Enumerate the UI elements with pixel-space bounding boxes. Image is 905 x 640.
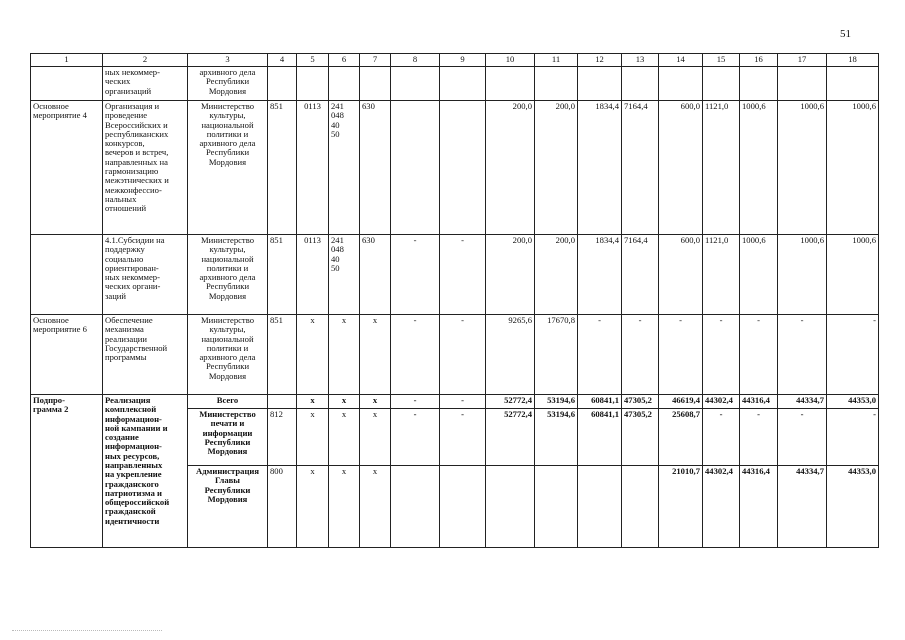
table-cell [31,235,103,315]
budget-table [30,53,879,548]
table-cell: Администрация Главы Республики Мордовия [188,466,268,548]
table-cell: Основное мероприятие 4 [31,101,103,235]
table-cell: 44353,0 [827,395,879,409]
table-cell: 630 [360,101,391,235]
table-cell [486,466,535,548]
scan-artifact [12,630,162,633]
table-cell: - [440,395,486,409]
table-cell: 52772,4 [486,409,535,466]
column-header: 11 [535,54,578,67]
table-cell: 21010,7 [659,466,703,548]
table-cell: Подпро- грамма 2 [31,395,103,548]
table-cell [659,67,703,101]
table-row [31,395,879,409]
table-cell: - [391,395,440,409]
table-cell [391,466,440,548]
column-header: 17 [778,54,827,67]
table-cell: 200,0 [535,101,578,235]
table-cell: 60841,1 [578,409,622,466]
table-cell [440,466,486,548]
table-cell: x [329,466,360,548]
table-cell [778,67,827,101]
table-cell [535,67,578,101]
table-cell: Министерство культуры, национальной политики и архивного дела Республики Мордовия [188,235,268,315]
table-cell: 241 048 40 50 [329,235,360,315]
table-cell: Организация и проведение Всероссийских и республиканских конкурсов, вечеров и встреч, направленных на гармонизацию межэтнических и межконфессио- нальных отношений [103,101,188,235]
table-cell [827,67,879,101]
table-cell: 851 [268,235,297,315]
table-cell: 0113 [297,101,329,235]
table-cell: x [297,395,329,409]
table-cell: x [297,409,329,466]
table-cell: Министерство печати и информации Республики Мордовия [188,409,268,466]
table-cell: x [329,395,360,409]
table-cell: 1000,6 [778,235,827,315]
table-cell: 630 [360,235,391,315]
table-cell: - [391,409,440,466]
table-cell: 53194,6 [535,409,578,466]
column-header: 18 [827,54,879,67]
column-header: 16 [740,54,778,67]
table-cell [440,67,486,101]
table-cell: 200,0 [486,101,535,235]
table-cell: 600,0 [659,235,703,315]
page-number: 51 [840,28,851,40]
table-cell: 200,0 [535,235,578,315]
table-cell: 7164,4 [622,235,659,315]
column-header: 7 [360,54,391,67]
column-header: 10 [486,54,535,67]
table-row [31,235,879,315]
table-cell: 4.1.Субсидии на поддержку социально ориентирован- ных некоммер- ческих органи- заций [103,235,188,315]
table-cell [703,67,740,101]
table-cell: 46619,4 [659,395,703,409]
table-cell: Обеспечение механизма реализации Государственной программы [103,315,188,395]
table-cell: - [703,315,740,395]
column-header: 5 [297,54,329,67]
table-cell: 1121,0 [703,235,740,315]
table-cell: 44302,4 [703,466,740,548]
table-cell: Министерство культуры, национальной политики и архивного дела Республики Мордовия [188,101,268,235]
column-header: 3 [188,54,268,67]
table-cell: x [329,409,360,466]
table-cell: 17670,8 [535,315,578,395]
table-cell [486,67,535,101]
column-header: 9 [440,54,486,67]
table-cell: Основное мероприятие 6 [31,315,103,395]
table-cell: 9265,6 [486,315,535,395]
table-cell: 25608,7 [659,409,703,466]
table-cell: 1121,0 [703,101,740,235]
table-cell: 851 [268,101,297,235]
column-header: 13 [622,54,659,67]
table-cell: 60841,1 [578,395,622,409]
table-cell: 52772,4 [486,395,535,409]
column-header: 1 [31,54,103,67]
table-cell: - [703,409,740,466]
table-cell: x [360,315,391,395]
column-header: 12 [578,54,622,67]
table-cell [268,67,297,101]
table-cell: Всего [188,395,268,409]
table-cell: - [391,235,440,315]
table-cell [268,395,297,409]
table-cell [391,67,440,101]
table-cell: 1000,6 [827,101,879,235]
table-cell: 1000,6 [740,101,778,235]
table-cell: 44316,4 [740,395,778,409]
column-header: 4 [268,54,297,67]
table-cell [622,67,659,101]
table-cell [440,101,486,235]
table-cell: 44302,4 [703,395,740,409]
column-header: 2 [103,54,188,67]
table-cell: - [440,235,486,315]
table-cell: 812 [268,409,297,466]
table-cell: x [360,466,391,548]
table-cell: x [360,409,391,466]
table-cell: x [297,466,329,548]
table-cell: - [778,409,827,466]
table-cell: 851 [268,315,297,395]
table-cell: Реализация комплексной информацион- ной кампании и создание информацион- ных ресурсов, направленных на укрепление гражданского патриотизма и общероссийской гражданской идентичности [103,395,188,548]
table-cell [535,466,578,548]
table-cell: 1834,4 [578,101,622,235]
table-cell [391,101,440,235]
table-cell: 53194,6 [535,395,578,409]
table-cell: x [297,315,329,395]
table-cell [297,67,329,101]
table-cell [622,466,659,548]
table-cell [31,67,103,101]
table-cell: x [360,395,391,409]
table-cell: 44353,0 [827,466,879,548]
table-cell [578,466,622,548]
table-cell: 1000,6 [778,101,827,235]
table-cell: 44316,4 [740,466,778,548]
table-cell: архивного дела Республики Мордовия [188,67,268,101]
column-header: 6 [329,54,360,67]
table-cell: - [740,409,778,466]
table-cell: 1834,4 [578,235,622,315]
column-header: 15 [703,54,740,67]
column-number-row [31,54,879,67]
table-cell: - [778,315,827,395]
table-cell [329,67,360,101]
table-row [31,67,879,101]
table-cell [360,67,391,101]
table-row [31,101,879,235]
table-cell: - [578,315,622,395]
table-cell [740,67,778,101]
table-cell: 600,0 [659,101,703,235]
table-cell: ных некоммер- ческих организаций [103,67,188,101]
table-cell: Министерство культуры, национальной политики и архивного дела Республики Мордовия [188,315,268,395]
table-cell: - [440,315,486,395]
table-row [31,315,879,395]
table-cell: 7164,4 [622,101,659,235]
table-cell: - [622,315,659,395]
table-cell: 241 048 40 50 [329,101,360,235]
table-cell [578,67,622,101]
table-cell: - [391,315,440,395]
table-cell: 800 [268,466,297,548]
table-cell: 44334,7 [778,466,827,548]
table-cell: 1000,6 [740,235,778,315]
table-cell: x [329,315,360,395]
table-cell: - [827,409,879,466]
table-cell: 200,0 [486,235,535,315]
table-cell: 0113 [297,235,329,315]
table-cell: 47305,2 [622,409,659,466]
table-cell: 1000,6 [827,235,879,315]
column-header: 14 [659,54,703,67]
table-cell: 47305,2 [622,395,659,409]
table-cell: - [740,315,778,395]
column-header: 8 [391,54,440,67]
table-cell: - [659,315,703,395]
table-cell: - [827,315,879,395]
table-cell: 44334,7 [778,395,827,409]
table-cell: - [440,409,486,466]
